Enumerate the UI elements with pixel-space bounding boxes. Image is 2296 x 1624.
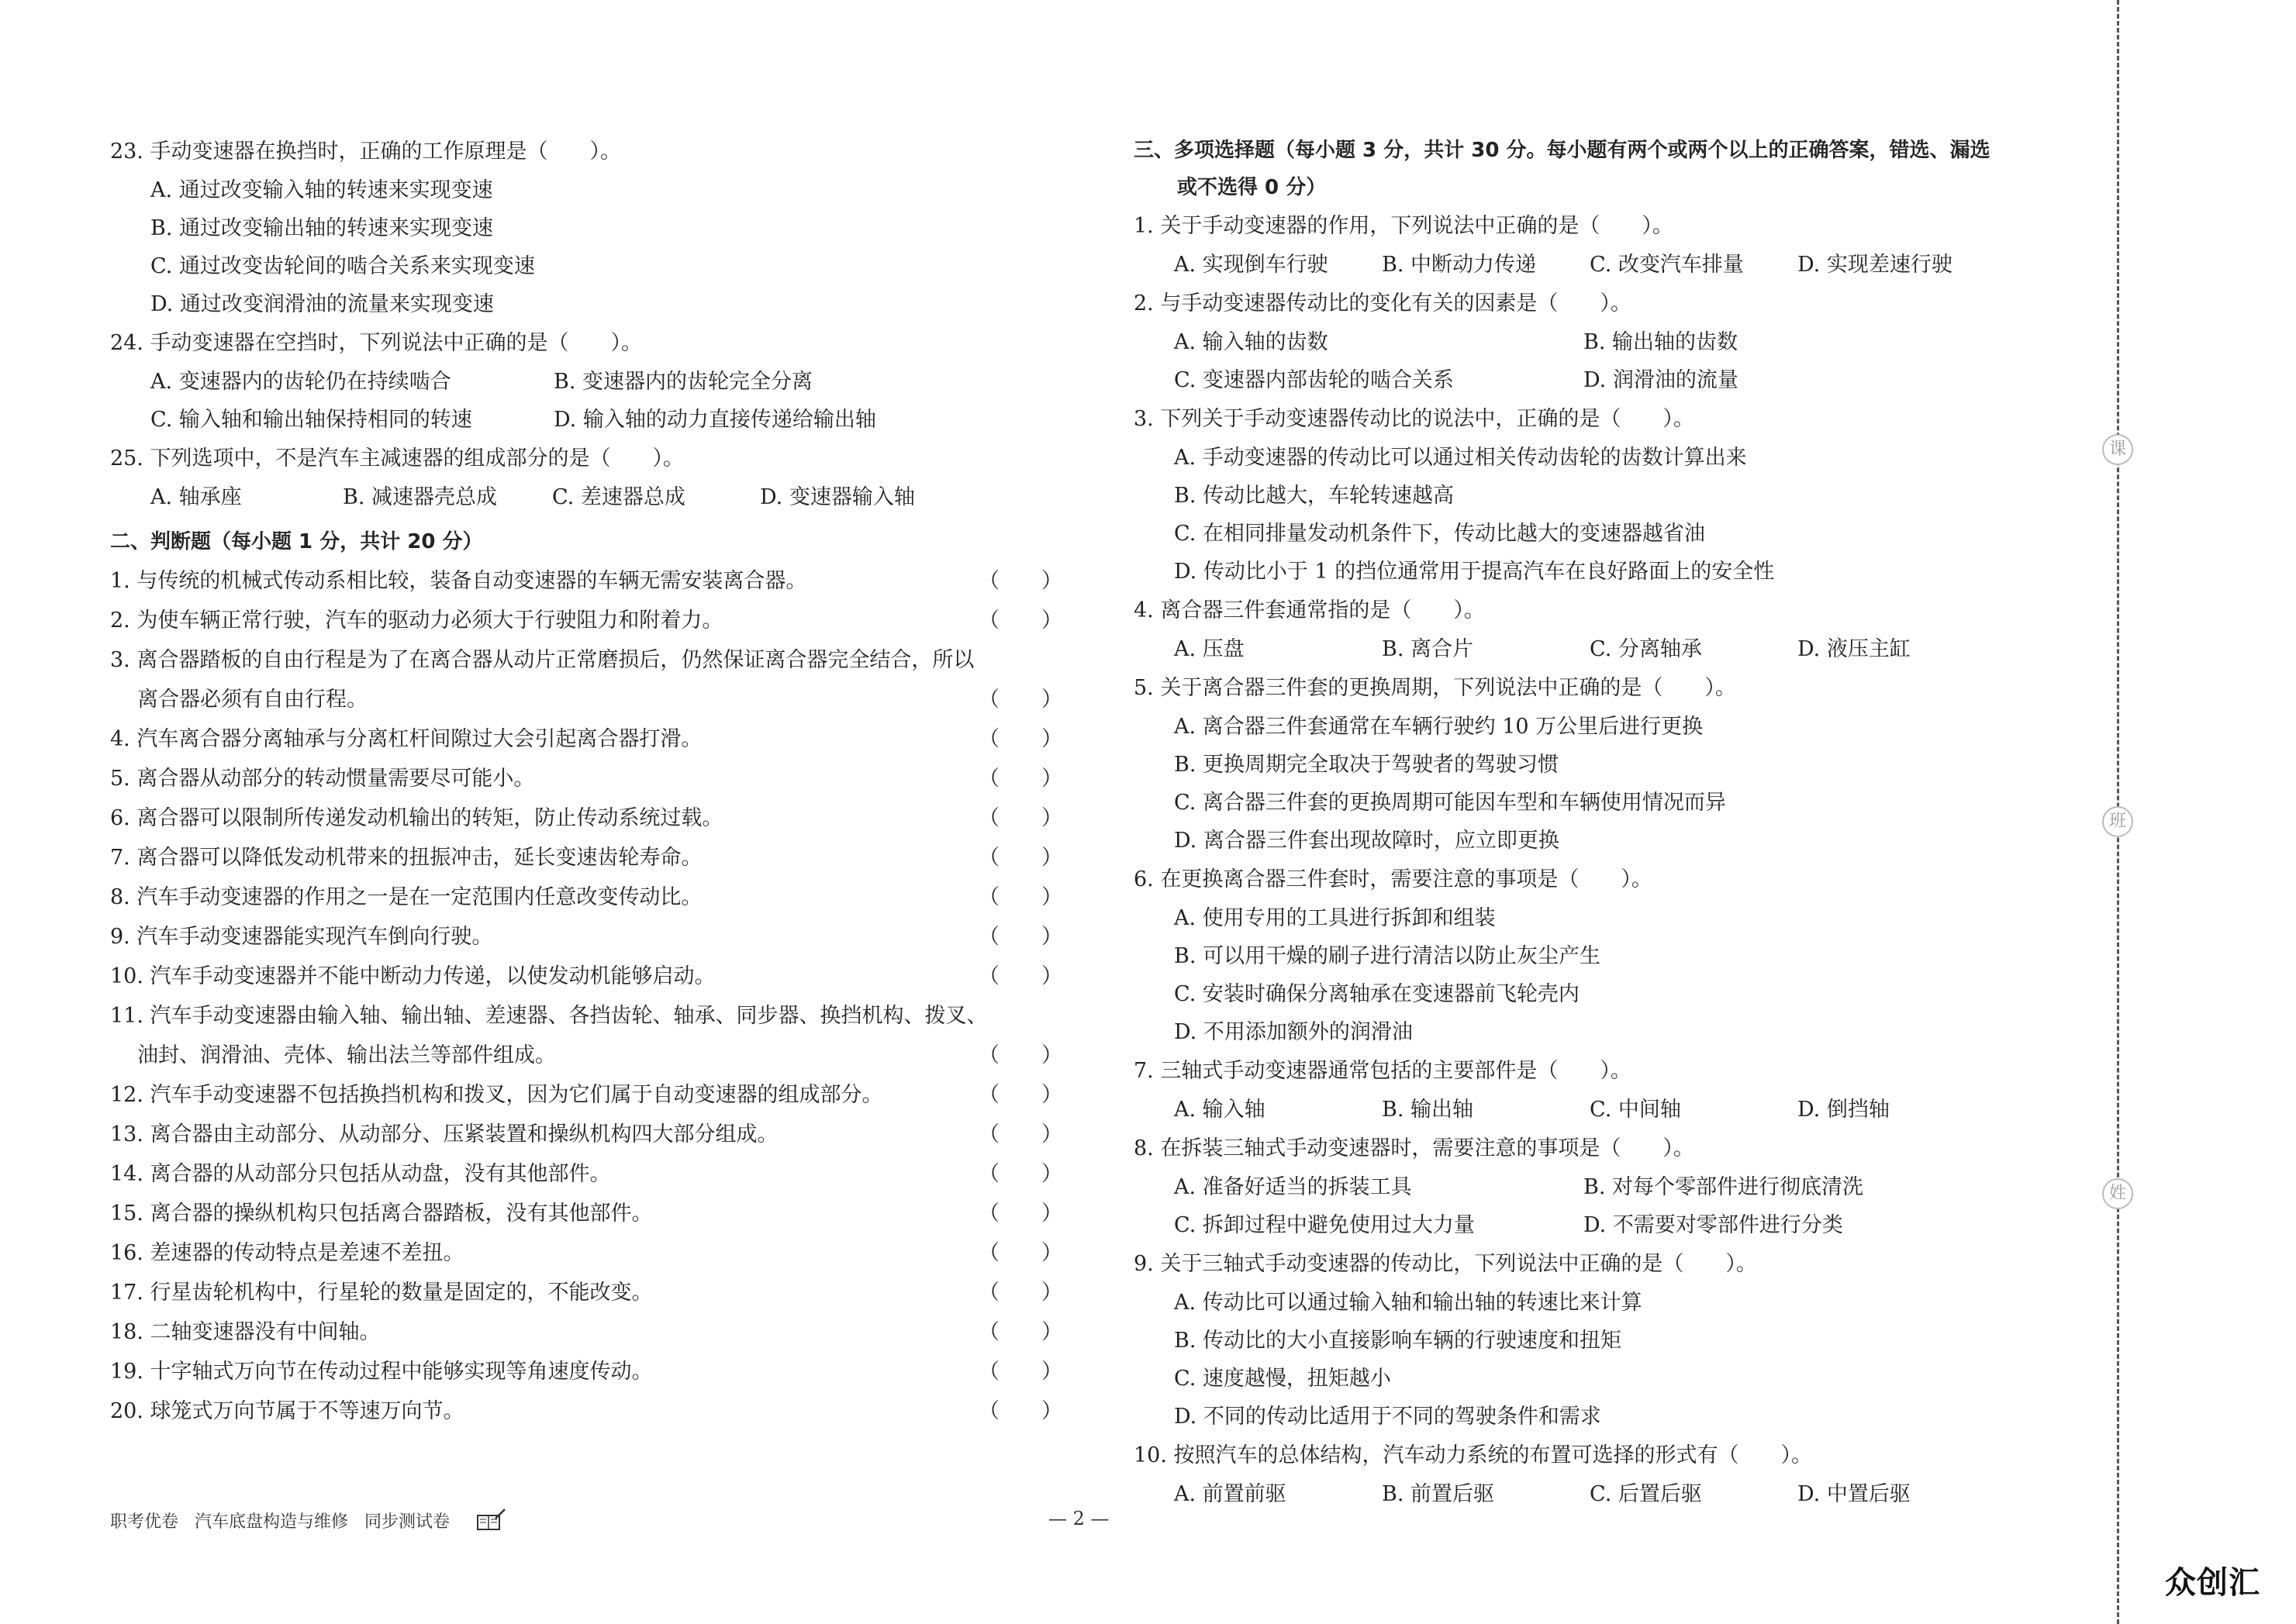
answer-blank: （ ）	[979, 1320, 1062, 1344]
side-mark-grade: 班	[2102, 806, 2133, 837]
option: D. 离合器三件套出现故障时，应立即更换	[1174, 829, 1559, 853]
option: D. 不用添加额外的润滑油	[1174, 1020, 1413, 1044]
option-row: C. 变速器内部齿轮的啮合关系 D. 润滑油的流量	[1174, 368, 1738, 392]
option: A. 离合器三件套通常在车辆行驶约 10 万公里后进行更换	[1174, 715, 1704, 739]
watermark-logo: 众创汇	[2165, 1565, 2260, 1601]
option: A. 通过改变输入轴的转速来实现变速	[150, 178, 493, 202]
question-7: 7. 三轴式手动变速器通常包括的主要部件是（ ）。	[1134, 1059, 1631, 1083]
option: C. 在相同排量发动机条件下，传动比越大的变速器越省油	[1174, 522, 1705, 546]
question-3: 3. 下列关于手动变速器传动比的说法中，正确的是（ ）。	[1134, 407, 1694, 431]
option: C. 通过改变齿轮间的啮合关系来实现变速	[150, 254, 535, 278]
tf-item: 4. 汽车离合器分离轴承与分离杠杆间隙过大会引起离合器打滑。 （ ）	[110, 719, 1048, 759]
option: D. 输入轴的动力直接传递给输出轴	[554, 408, 876, 432]
answer-blank: （ ）	[979, 1360, 1062, 1384]
option-row: A. 输入轴 B. 输出轴 C. 中间轴 D. 倒挡轴	[1174, 1098, 1890, 1122]
section-3-title: 三、多项选择题（每小题 3 分，共计 30 分。每小题有两个或两个以上的正确答案，错选、漏选 或不选得 0 分）	[1134, 139, 1990, 199]
page-number: — 2 —	[1048, 1508, 1110, 1529]
side-mark-class: 课	[2102, 434, 2133, 465]
tf-item: 19. 十字轴式万向节在传动过程中能够实现等角速度传动。 （ ）	[110, 1352, 1048, 1391]
question-2: 2. 与手动变速器传动比的变化有关的因素是（ ）。	[1134, 291, 1631, 315]
answer-blank: （ ）	[979, 727, 1062, 751]
footer-series	[110, 1508, 517, 1537]
option: B. 传动比的大小直接影响车辆的行驶速度和扭矩	[1174, 1329, 1622, 1353]
answer-blank: （ ）	[979, 1399, 1062, 1423]
answer-blank: （ ）	[979, 964, 1062, 988]
option-row	[110, 363, 1048, 401]
right-column	[1134, 132, 2080, 1513]
tf-item: 11. 汽车手动变速器由输入轴、输出轴、差速器、各挡齿轮、轴承、同步器、换挡机构、拨叉、	[110, 1004, 988, 1028]
question-9: 9. 关于三轴式手动变速器的传动比，下列说法中正确的是（ ）。	[1134, 1252, 1757, 1276]
answer-blank: （ ）	[979, 1122, 1062, 1146]
question-23: 23. 手动变速器在换挡时，正确的工作原理是（ ）。	[110, 140, 622, 164]
answer-blank: （ ）	[979, 1241, 1062, 1265]
option-row	[110, 401, 1048, 439]
paper-type: 同步测试卷	[364, 1512, 451, 1532]
tf-item: 20. 球笼式万向节属于不等速万向节。 （ ）	[110, 1391, 1048, 1431]
tf-item: 1. 与传统的机械式传动系相比较，装备自动变速器的车辆无需安装离合器。 （ ）	[110, 561, 1048, 601]
answer-blank: （ ）	[979, 1043, 1062, 1067]
option: C. 输入轴和输出轴保持相同的转速	[150, 408, 472, 432]
tf-item: 10. 汽车手动变速器并不能中断动力传递，以使发动机能够启动。 （ ）	[110, 957, 1048, 996]
option: C. 离合器三件套的更换周期可能因车型和车辆使用情况而异	[1174, 791, 1726, 815]
answer-blank: （ ）	[979, 688, 1062, 712]
option: C. 差速器总成	[552, 485, 685, 509]
option-row: A. 压盘 B. 离合片 C. 分离轴承 D. 液压主缸	[1174, 637, 1911, 661]
answer-blank: （ ）	[979, 885, 1062, 909]
question-5: 5. 关于离合器三件套的更换周期，下列说法中正确的是（ ）。	[1134, 676, 1736, 700]
tf-item: 18. 二轴变速器没有中间轴。 （ ）	[110, 1312, 1048, 1352]
answer-blank: （ ）	[979, 767, 1062, 791]
option: B. 通过改变输出轴的转速来实现变速	[150, 216, 494, 240]
option: A. 轴承座	[150, 485, 242, 509]
tf-item-cont: 油封、润滑油、壳体、输出法兰等部件组成。 （ ）	[110, 1036, 1048, 1075]
tf-item: 15. 离合器的操纵机构只包括离合器踏板，没有其他部件。 （ ）	[110, 1194, 1048, 1233]
tf-item: 6. 离合器可以限制所传递发动机输出的转矩，防止传动系统过载。 （ ）	[110, 798, 1048, 838]
tf-item: 9. 汽车手动变速器能实现汽车倒向行驶。 （ ）	[110, 917, 1048, 957]
question-4: 4. 离合器三件套通常指的是（ ）。	[1134, 598, 1485, 622]
tf-item: 12. 汽车手动变速器不包括换挡机构和拨叉，因为它们属于自动变速器的组成部分。 （ ）	[110, 1075, 1048, 1115]
option-row: A. 前置前驱 B. 前置后驱 C. 后置后驱 D. 中置后驱	[1174, 1482, 1911, 1506]
answer-blank: （ ）	[979, 1083, 1062, 1107]
tf-item: 3. 离合器踏板的自由行程是为了在离合器从动片正常磨损后，仍然保证离合器完全结合，所以	[110, 648, 975, 672]
option: C. 速度越慢，扭矩越小	[1174, 1367, 1391, 1391]
answer-blank: （ ）	[979, 1202, 1062, 1226]
answer-blank: （ ）	[979, 609, 1062, 633]
option: A. 传动比可以通过输入轴和输出轴的转速比来计算	[1174, 1291, 1642, 1315]
question-24: 24. 手动变速器在空挡时，下列说法中正确的是（ ）。	[110, 331, 643, 355]
tf-item: 5. 离合器从动部分的转动惯量需要尽可能小。 （ ）	[110, 759, 1048, 798]
series-name: 职考优卷	[110, 1512, 179, 1532]
tf-item: 13. 离合器由主动部分、从动部分、压紧装置和操纵机构四大部分组成。 （ ）	[110, 1115, 1048, 1154]
left-column	[110, 132, 1062, 1431]
option: D. 通过改变润滑油的流量来实现变速	[150, 292, 494, 316]
option-row: A. 实现倒车行驶 B. 中断动力传递 C. 改变汽车排量 D. 实现差速行驶	[1174, 253, 1952, 277]
question-8: 8. 在拆装三轴式手动变速器时，需要注意的事项是（ ）。	[1134, 1136, 1694, 1160]
option: B. 变速器内的齿轮完全分离	[554, 370, 813, 394]
question-10: 10. 按照汽车的总体结构，汽车动力系统的布置可选择的形式有（ ）。	[1134, 1443, 1813, 1467]
option: D. 传动比小于 1 的挡位通常用于提高汽车在良好路面上的安全性	[1174, 560, 1775, 584]
tf-item: 16. 差速器的传动特点是差速不差扭。 （ ）	[110, 1233, 1048, 1273]
option: B. 更换周期完全取决于驾驶者的驾驶习惯	[1174, 753, 1559, 777]
option: D. 变速器输入轴	[760, 485, 915, 509]
tf-item-cont: 离合器必须有自由行程。 （ ）	[110, 680, 1048, 719]
option: D. 不同的传动比适用于不同的驾驶条件和需求	[1174, 1405, 1601, 1429]
answer-blank: （ ）	[979, 569, 1062, 593]
question-6: 6. 在更换离合器三件套时，需要注意的事项是（ ）。	[1134, 867, 1652, 891]
option: B. 可以用干燥的刷子进行清洁以防止灰尘产生	[1174, 944, 1601, 968]
question-1: 1. 关于手动变速器的作用，下列说法中正确的是（ ）。	[1134, 214, 1673, 238]
tf-item: 8. 汽车手动变速器的作用之一是在一定范围内任意改变传动比。 （ ）	[110, 878, 1048, 917]
answer-blank: （ ）	[979, 925, 1062, 949]
option: B. 传动比越大，车轮转速越高	[1174, 484, 1455, 508]
section-2-title: 二、判断题（每小题 1 分，共计 20 分）	[110, 530, 483, 553]
answer-blank: （ ）	[979, 806, 1062, 830]
answer-blank: （ ）	[979, 1162, 1062, 1186]
book-title: 汽车底盘构造与维修	[195, 1512, 349, 1532]
option-row	[110, 478, 1048, 516]
true-false-list	[110, 561, 1062, 1431]
tf-item: 14. 离合器的从动部分只包括从动盘，没有其他部件。 （ ）	[110, 1154, 1048, 1194]
tf-item: 7. 离合器可以降低发动机带来的扭振冲击，延长变速齿轮寿命。 （ ）	[110, 838, 1048, 878]
option: A. 手动变速器的传动比可以通过相关传动齿轮的齿数计算出来	[1174, 446, 1747, 470]
tf-item: 2. 为使车辆正常行驶，汽车的驱动力必须大于行驶阻力和附着力。 （ ）	[110, 601, 1048, 640]
option-row: A. 准备好适当的拆装工具 B. 对每个零部件进行彻底清洗	[1174, 1175, 1864, 1199]
answer-blank: （ ）	[979, 846, 1062, 870]
option: A. 变速器内的齿轮仍在持续啮合	[150, 370, 451, 394]
option: A. 使用专用的工具进行拆卸和组装	[1174, 906, 1496, 930]
option: B. 减速器壳总成	[343, 485, 498, 509]
tf-item: 17. 行星齿轮机构中，行星轮的数量是固定的，不能改变。 （ ）	[110, 1273, 1048, 1312]
option: C. 安装时确保分离轴承在变速器前飞轮壳内	[1174, 982, 1580, 1006]
option-row: C. 拆卸过程中避免使用过大力量 D. 不需要对零部件进行分类	[1174, 1213, 1843, 1237]
book-pen-icon	[475, 1508, 506, 1537]
option-row: A. 输入轴的齿数 B. 输出轴的齿数	[1174, 330, 1738, 354]
side-mark-name: 姓	[2102, 1178, 2133, 1209]
answer-blank: （ ）	[979, 1281, 1062, 1305]
question-25: 25. 下列选项中，不是汽车主减速器的组成部分的是（ ）。	[110, 447, 685, 471]
